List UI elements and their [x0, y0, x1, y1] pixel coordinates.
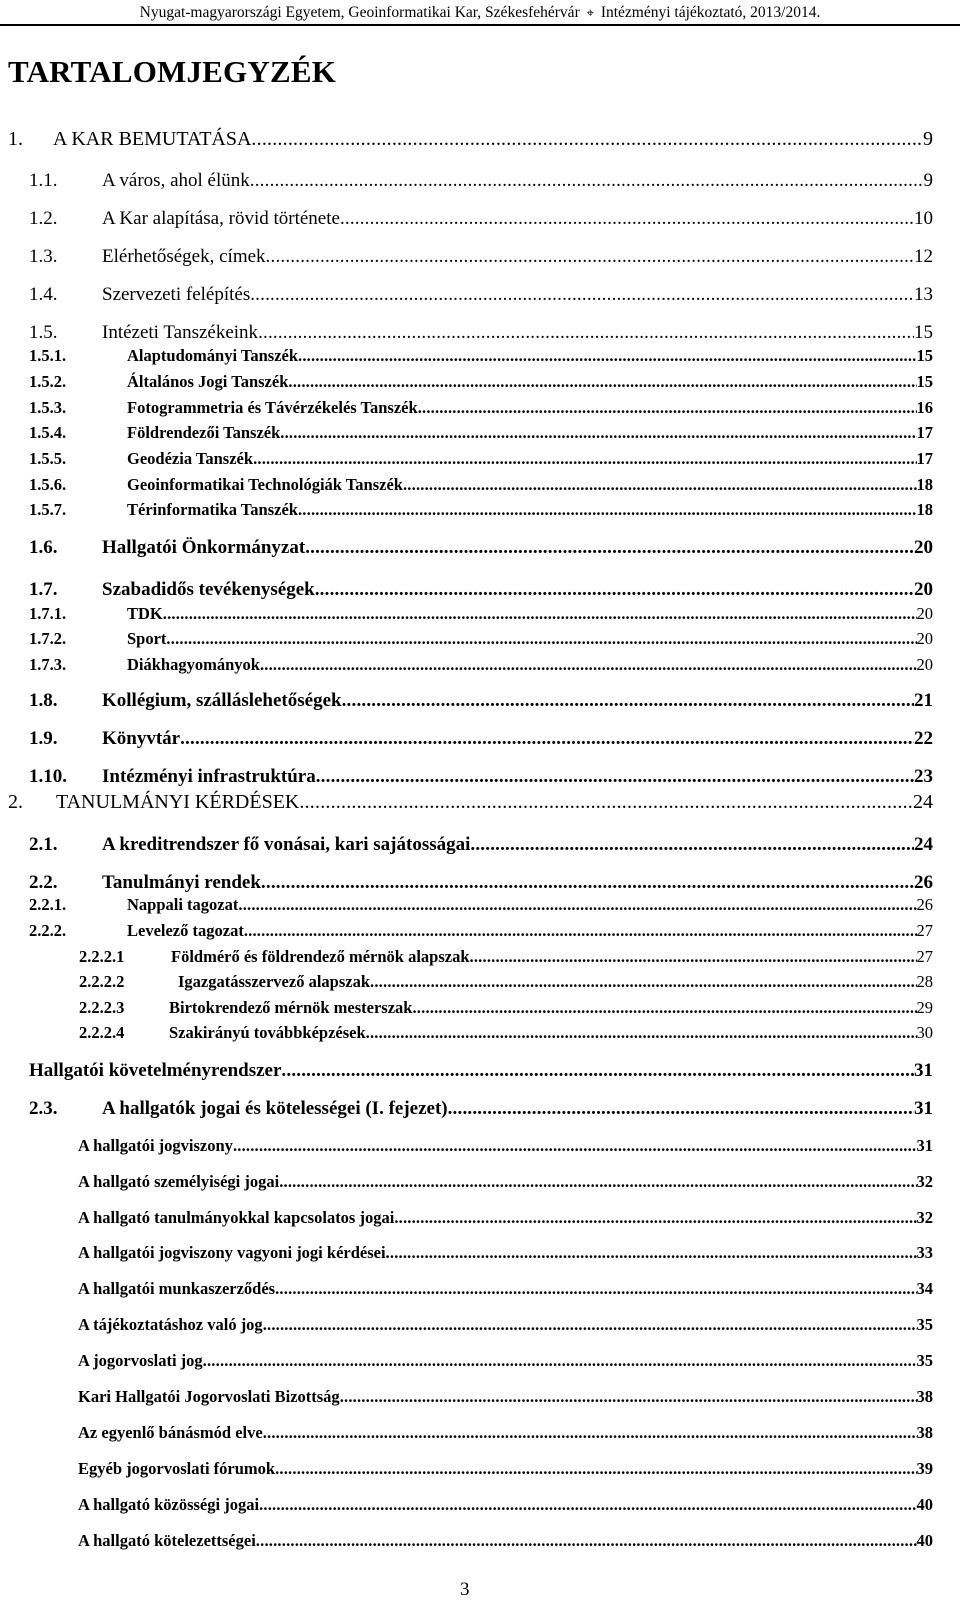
toc-entry-title: Földmérő és földrendező mérnök alapszak	[171, 947, 470, 966]
toc-entry-page: 20	[916, 655, 933, 674]
toc-entry-number: 1.6.	[29, 537, 58, 558]
toc-entry-2-2-2-2[interactable]	[79, 973, 933, 992]
toc-entry-page: 34	[916, 1279, 933, 1298]
leader-dots	[470, 834, 914, 856]
toc-entry-page: 27	[916, 921, 933, 940]
toc-entry-title: Hallgatói követelményrendszer	[29, 1060, 282, 1081]
toc-entry-title: A város, ahol élünk	[102, 170, 250, 191]
toc-entry-title: Igazgatásszervező alapszak	[178, 972, 371, 991]
toc-entry-number: 1.9.	[29, 728, 58, 749]
toc-entry-page: 24	[913, 791, 933, 813]
toc-entry-title: A hallgató közösségi jogai	[78, 1495, 260, 1514]
toc-entry-title: A hallgató személyiségi jogai	[78, 1172, 280, 1191]
toc-entry-1-2[interactable]	[29, 208, 933, 230]
toc-entry-title: TANULMÁNYI KÉRDÉSEK	[56, 791, 300, 813]
toc-entry-page: 20	[916, 629, 933, 648]
toc-entry-page: 17	[916, 423, 933, 442]
leader-dots	[259, 1496, 916, 1515]
header-left-text: Nyugat-magyarországi Egyetem, Geoinformatikai Kar, Székesfehérvár	[139, 4, 580, 21]
toc-entry-number: 1.3.	[29, 246, 58, 267]
leader-dots	[403, 476, 917, 495]
toc-entry-number: 1.	[8, 128, 23, 150]
toc-entry-page: 12	[914, 246, 933, 267]
leader-dots	[386, 1244, 917, 1263]
toc-entry-title: Tanulmányi rendek	[102, 872, 261, 893]
toc-entry-page: 38	[916, 1423, 933, 1442]
toc-entry-tajekoztatashoz-valo-jog[interactable]	[78, 1316, 933, 1335]
toc-entry-title: Kollégium, szálláslehetőségek	[102, 690, 342, 711]
toc-entry-title: TDK	[127, 604, 163, 623]
toc-entry-page: 28	[916, 972, 933, 991]
leader-dots	[260, 656, 917, 675]
toc-entry-title: Diákhagyományok	[127, 655, 260, 674]
toc-entry-page: 26	[914, 872, 933, 893]
toc-entry-number: 1.5.4.	[29, 423, 67, 442]
toc-entry-number: 2.1.	[29, 834, 58, 855]
toc-entry-number: 1.1.	[29, 170, 58, 191]
toc-entry-title: A Kar alapítása, rövid története	[102, 208, 340, 229]
toc-entry-page: 21	[914, 690, 933, 711]
leader-dots	[253, 450, 916, 469]
toc-entry-1-5-3[interactable]	[29, 399, 933, 418]
toc-entry-number: 1.5.2.	[29, 372, 67, 391]
toc-entry-title: A KAR BEMUTATÁSA	[53, 128, 252, 150]
toc-entry-page: 31	[916, 1136, 933, 1155]
toc-entry-page: 17	[916, 449, 933, 468]
leader-dots	[250, 170, 924, 192]
toc-entry-page: 10	[914, 208, 933, 229]
toc-entry-title: A hallgatók jogai és kötelességei (I. fejezet)	[102, 1098, 448, 1119]
toc-entry-number: 1.8.	[29, 690, 58, 711]
leader-dots	[412, 999, 916, 1018]
leader-dots	[251, 128, 923, 151]
toc-entry-1-3[interactable]	[29, 246, 933, 268]
leader-dots	[298, 501, 917, 520]
leader-dots	[263, 1316, 917, 1335]
toc-entry-2-2-2-1[interactable]	[79, 948, 933, 967]
leader-dots	[266, 246, 914, 268]
toc-entry-title: Földrendezői Tanszék	[127, 423, 281, 442]
leader-dots	[342, 690, 914, 712]
leader-dots	[275, 1460, 916, 1479]
toc-entry-page: 26	[916, 895, 933, 914]
toc-entry-title: Intézeti Tanszékeink	[102, 322, 259, 343]
leader-dots	[261, 872, 914, 894]
toc-entry-title: Szakirányú továbbképzések	[169, 1023, 366, 1042]
toc-entry-hallgatoi-kovetelmenyrendszer[interactable]	[29, 1060, 933, 1082]
toc-entry-number: 2.2.2.1	[79, 947, 125, 966]
toc-entry-number: 1.7.2.	[29, 629, 67, 648]
toc-entry-title: Levelező tagozat	[127, 921, 244, 940]
toc-entry-page: 15	[914, 322, 933, 343]
toc-entry-number: 1.4.	[29, 284, 58, 305]
toc-entry-page: 15	[916, 372, 933, 391]
toc-entry-page: 22	[914, 728, 933, 749]
toc-entry-title: Geodézia Tanszék	[127, 449, 254, 468]
toc-entry-1-8[interactable]	[29, 690, 933, 712]
toc-entry-1-7-3[interactable]	[29, 656, 933, 675]
leader-dots	[288, 373, 916, 392]
toc-entry-page: 9	[923, 128, 933, 150]
toc-entry-number: 1.2.	[29, 208, 58, 229]
toc-entry-egyeb-jogorvoslati-forumok[interactable]	[78, 1460, 933, 1479]
toc-entry-2-2-2[interactable]	[29, 922, 933, 941]
toc-entry-2-2-2-4[interactable]	[79, 1024, 933, 1043]
toc-entry-page: 24	[914, 834, 933, 855]
toc-entry-title: Hallgatói Önkormányzat	[102, 537, 306, 558]
toc-entry-tanulmanyokkal-kapcsolatos-jogai[interactable]	[78, 1209, 933, 1228]
toc-entry-title: Geoinformatikai Technológiák Tanszék	[127, 475, 403, 494]
leader-dots	[305, 537, 914, 559]
toc-entry-1-5-7[interactable]	[29, 501, 933, 520]
toc-entry-jogorvoslati-bizottsag[interactable]	[78, 1388, 933, 1407]
leader-dots	[166, 630, 916, 649]
toc-entry-title: A hallgatói jogviszony	[78, 1136, 233, 1155]
toc-entry-1-5-1[interactable]	[29, 347, 933, 366]
toc-entry-page: 32	[916, 1172, 933, 1191]
toc-entry-number: 1.5.3.	[29, 398, 67, 417]
toc-entry-number: 2.3.	[29, 1098, 58, 1119]
toc-entry-page: 31	[914, 1060, 933, 1081]
toc-entry-title: Egyéb jogorvoslati fórumok	[78, 1459, 276, 1478]
toc-entry-title: Intézményi infrastruktúra	[102, 766, 316, 787]
toc-entry-title: Általános Jogi Tanszék	[127, 372, 289, 391]
leader-dots	[470, 948, 917, 967]
toc-entry-number: 2.2.	[29, 872, 58, 893]
toc-entry-1-10[interactable]	[29, 766, 933, 788]
toc-entry-title: A kreditrendszer fő vonásai, kari sajátosságai	[102, 834, 471, 855]
toc-entry-1-6[interactable]	[29, 537, 933, 559]
toc-entry-2[interactable]	[8, 791, 933, 814]
leader-dots	[315, 579, 914, 601]
leader-dots	[298, 347, 916, 366]
leader-dots	[418, 399, 917, 418]
leader-dots	[258, 322, 914, 344]
toc-title: TARTALOMJEGYZÉK	[8, 54, 337, 89]
leader-dots	[238, 896, 916, 915]
leader-dots	[370, 973, 916, 992]
toc-entry-number: 2.	[8, 791, 23, 813]
toc-entry-page: 27	[916, 947, 933, 966]
toc-entry-page: 13	[914, 284, 933, 305]
compass-icon: ⌖	[586, 6, 594, 21]
toc-entry-number: 2.2.2.2	[79, 972, 125, 991]
toc-entry-page: 35	[916, 1315, 933, 1334]
toc-entry-title: A tájékoztatáshoz való jog	[78, 1315, 263, 1334]
leader-dots	[340, 1388, 917, 1407]
leader-dots	[394, 1209, 916, 1228]
toc-entry-jogorvoslati-jog[interactable]	[78, 1352, 933, 1371]
toc-entry-2-2[interactable]	[29, 872, 933, 894]
leader-dots	[256, 1532, 917, 1551]
toc-entry-title: Szervezeti felépítés	[102, 284, 251, 305]
toc-entry-page: 29	[916, 998, 933, 1017]
leader-dots	[281, 1060, 914, 1082]
toc-entry-title: Térinformatika Tanszék	[127, 500, 298, 519]
toc-entry-title: Fotogrammetria és Távérzékelés Tanszék	[127, 398, 418, 417]
toc-entry-title: Elérhetőségek, címek	[102, 246, 266, 267]
toc-entry-1-7-1[interactable]	[29, 605, 933, 624]
leader-dots	[340, 208, 914, 230]
toc-entry-kozossegi-jogai[interactable]	[78, 1496, 933, 1515]
toc-entry-title: Birtokrendező mérnök mesterszak	[169, 998, 413, 1017]
toc-entry-kotelezettsegei[interactable]	[78, 1532, 933, 1551]
toc-entry-page: 18	[916, 500, 933, 519]
toc-entry-2-3[interactable]	[29, 1098, 933, 1120]
toc-entry-title: Az egyenlő bánásmód elve	[78, 1423, 263, 1442]
toc-entry-number: 2.2.2.4	[79, 1023, 125, 1042]
toc-entry-title: Sport	[127, 629, 167, 648]
toc-entry-page: 20	[914, 579, 933, 600]
toc-entry-title: A hallgatói munkaszerződés	[78, 1279, 276, 1298]
leader-dots	[299, 791, 913, 814]
toc-entry-1-5-2[interactable]	[29, 373, 933, 392]
toc-entry-munkaszerzodes[interactable]	[78, 1280, 933, 1299]
toc-entry-1-7-2[interactable]	[29, 630, 933, 649]
toc-entry-1-5-6[interactable]	[29, 476, 933, 495]
toc-entry-number: 1.7.1.	[29, 604, 67, 623]
leader-dots	[250, 284, 914, 306]
toc-entry-1-7[interactable]	[29, 579, 933, 601]
toc-entry-page: 40	[916, 1495, 933, 1514]
toc-entry-1-5[interactable]	[29, 322, 933, 344]
toc-entry-number: 1.5.7.	[29, 500, 67, 519]
toc-entry-title: Szabadidős tevékenységek	[102, 579, 315, 600]
leader-dots	[263, 1424, 917, 1443]
toc-entry-title: Alaptudományi Tanszék	[127, 346, 299, 365]
toc-entry-vagyoni-jogi-kerdesei[interactable]	[78, 1244, 933, 1263]
toc-entry-title: A hallgató tanulmányokkal kapcsolatos jogai	[78, 1208, 395, 1227]
toc-entry-szemelyisegi-jogai[interactable]	[78, 1173, 933, 1192]
toc-entry-title: Könyvtár	[102, 728, 181, 749]
toc-entry-title: A jogorvoslati jog	[78, 1351, 203, 1370]
leader-dots	[244, 922, 917, 941]
toc-entry-number: 1.5.6.	[29, 475, 67, 494]
toc-entry-number: 1.5.5.	[29, 449, 67, 468]
toc-entry-page: 9	[923, 170, 933, 191]
leader-dots	[233, 1137, 917, 1156]
toc-entry-page: 39	[916, 1459, 933, 1478]
toc-entry-number: 1.7.	[29, 579, 58, 600]
toc-entry-1[interactable]	[8, 128, 933, 151]
toc-entry-number: 2.2.1.	[29, 895, 67, 914]
toc-entry-number: 1.7.3.	[29, 655, 67, 674]
toc-entry-page: 20	[914, 537, 933, 558]
toc-entry-page: 31	[914, 1098, 933, 1119]
leader-dots	[180, 728, 914, 750]
toc-entry-page: 35	[916, 1351, 933, 1370]
toc-entry-number: 1.5.1.	[29, 346, 67, 365]
leader-dots	[275, 1280, 916, 1299]
toc-entry-title: Nappali tagozat	[127, 895, 239, 914]
toc-entry-page: 18	[916, 475, 933, 494]
toc-entry-page: 20	[916, 604, 933, 623]
toc-entry-2-2-2-3[interactable]	[79, 999, 933, 1018]
toc-entry-page: 16	[916, 398, 933, 417]
toc-entry-title: A hallgatói jogviszony vagyoni jogi kérdései	[78, 1243, 386, 1262]
toc-entry-title: Kari Hallgatói Jogorvoslati Bizottság	[78, 1387, 340, 1406]
toc-entry-page: 40	[916, 1531, 933, 1550]
toc-entry-1-5-5[interactable]	[29, 450, 933, 469]
toc-entry-page: 32	[916, 1208, 933, 1227]
toc-entry-page: 30	[916, 1023, 933, 1042]
toc-entry-number: 1.5.	[29, 322, 58, 343]
leader-dots	[366, 1024, 917, 1043]
leader-dots	[163, 605, 917, 624]
toc-entry-hallgatoi-jogviszony[interactable]	[78, 1137, 933, 1156]
toc-entry-2-1[interactable]	[29, 834, 933, 856]
leader-dots	[279, 1173, 916, 1192]
toc-entry-number: 2.2.2.	[29, 921, 67, 940]
toc-entry-1-1[interactable]	[29, 170, 933, 192]
toc-entry-1-4[interactable]	[29, 284, 933, 306]
toc-entry-number: 2.2.2.3	[79, 998, 125, 1017]
page-number: 3	[460, 1579, 470, 1600]
toc-entry-page: 23	[914, 766, 933, 787]
toc-entry-egyenlo-banasmod[interactable]	[78, 1424, 933, 1443]
toc-entry-1-9[interactable]	[29, 728, 933, 750]
toc-entry-1-5-4[interactable]	[29, 424, 933, 443]
toc-entry-number: 1.10.	[29, 766, 67, 787]
toc-entry-2-2-1[interactable]	[29, 896, 933, 915]
leader-dots	[280, 424, 916, 443]
leader-dots	[448, 1098, 914, 1120]
header-right-text: Intézményi tájékoztató, 2013/2014.	[600, 4, 821, 21]
toc-entry-page: 15	[916, 346, 933, 365]
toc-entry-title: A hallgató kötelezettségei	[78, 1531, 256, 1550]
toc-entry-page: 33	[916, 1243, 933, 1262]
leader-dots	[203, 1352, 917, 1371]
leader-dots	[316, 766, 914, 788]
toc-entry-page: 38	[916, 1387, 933, 1406]
